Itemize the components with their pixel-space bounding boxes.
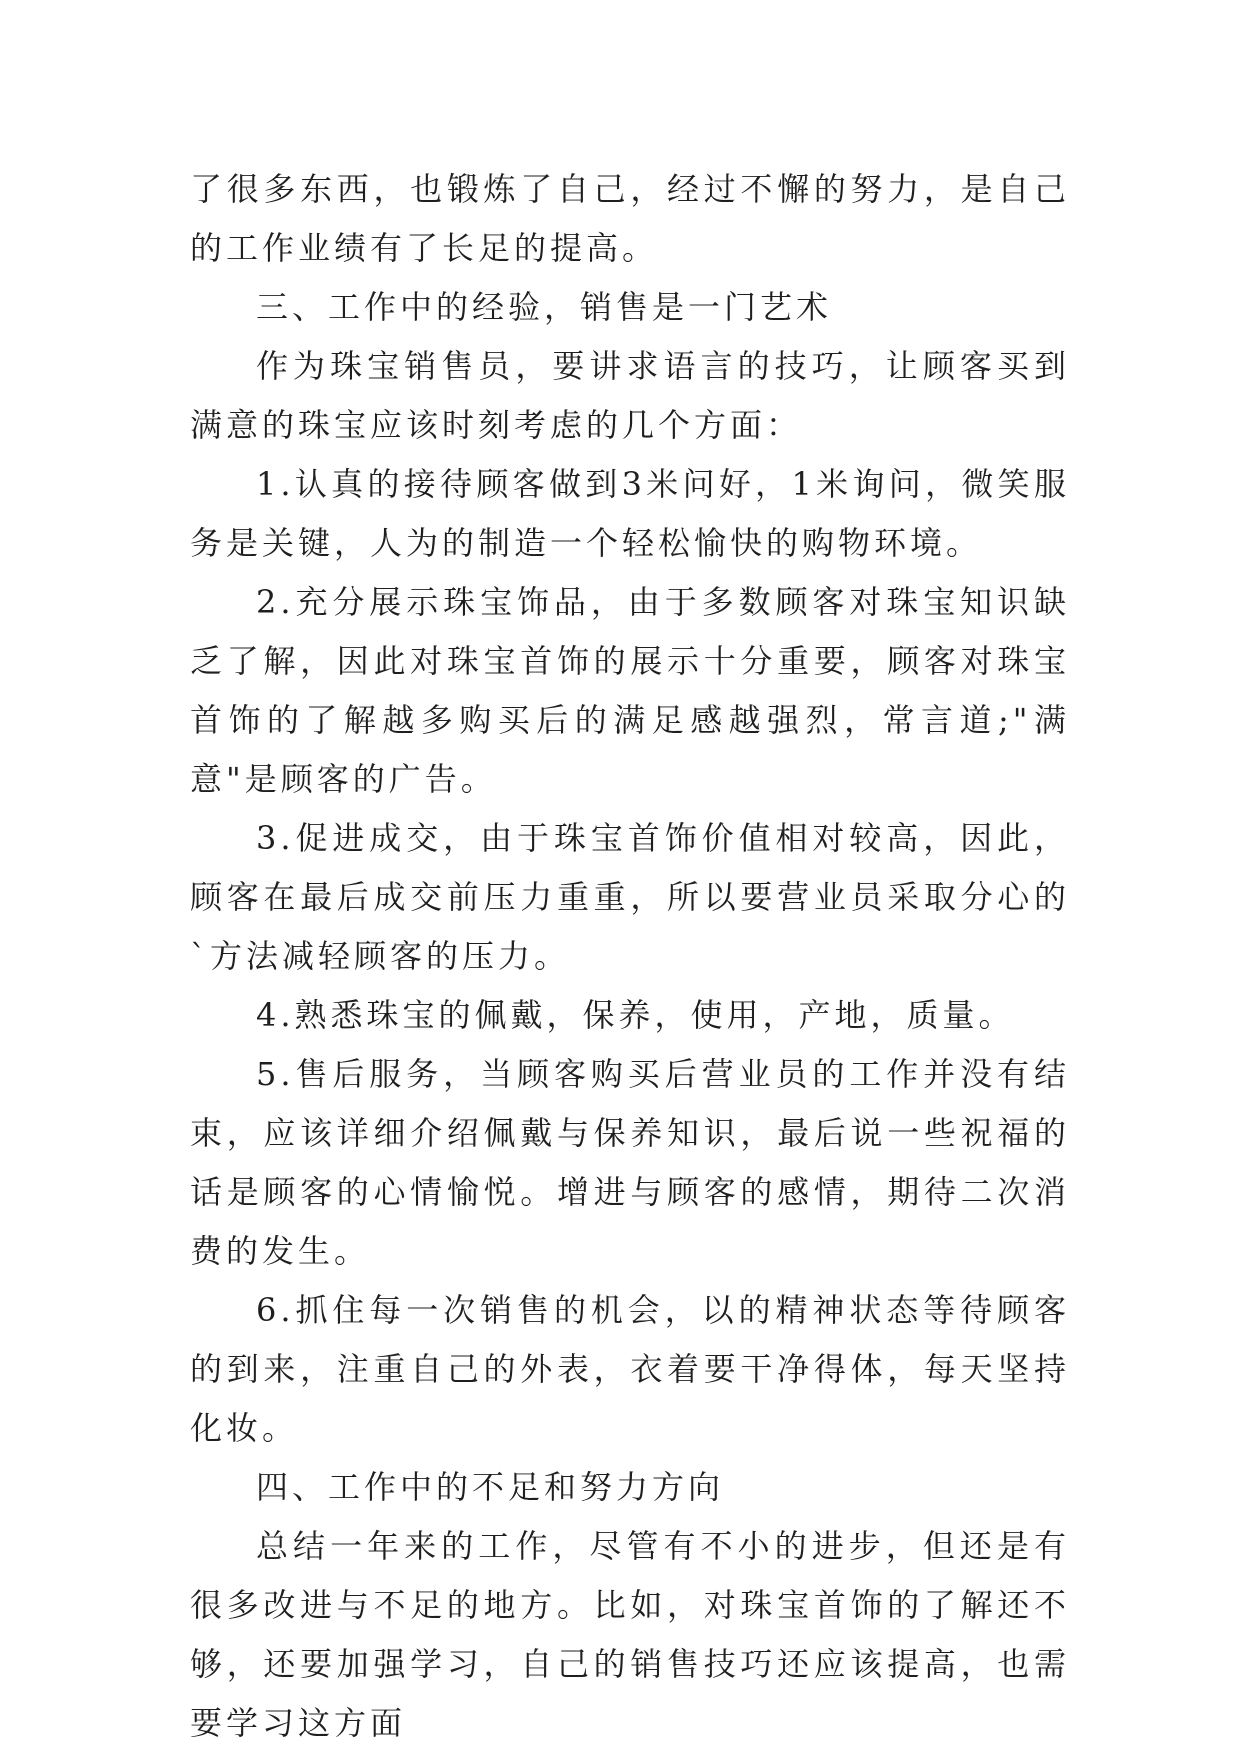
list-item-6: 6.抓住每一次销售的机会，以的精神状态等待顾客的到来，注重自己的外表，衣着要干净得体，每天坚持化妆。 — [190, 1291, 1070, 1447]
list-item-5: 5.售后服务，当顾客购买后营业员的工作并没有结束，应该详细介绍佩戴与保养知识，最后说一些祝福的话是顾客的心情愉悦。增进与顾客的感情，期待二次消费的发生。 — [190, 1055, 1070, 1270]
list-item-3: 3.促进成交，由于珠宝首饰价值相对较高，因此，顾客在最后成交前压力重重，所以要营业员采取分心的`方法减轻顾客的压力。 — [190, 819, 1070, 975]
list-item-1: 1.认真的接待顾客做到3米问好，1米询问，微笑服务是关键，人为的制造一个轻松愉快的购物环境。 — [190, 465, 1070, 562]
paragraph-continuation: 了很多东西，也锻炼了自己，经过不懈的努力，是自己的工作业绩有了长足的提高。 — [190, 170, 1070, 267]
paragraph-summary: 总结一年来的工作，尽管有不小的进步，但还是有很多改进与不足的地方。比如，对珠宝首饰的了解还不够，还要加强学习，自己的销售技巧还应该提高，也需要学习这方面 — [190, 1527, 1070, 1742]
paragraph-intro: 作为珠宝销售员，要讲求语言的技巧，让顾客买到满意的珠宝应该时刻考虑的几个方面： — [190, 347, 1070, 444]
document-body — [190, 160, 1070, 1753]
list-item-2: 2.充分展示珠宝饰品，由于多数顾客对珠宝知识缺乏了解，因此对珠宝首饰的展示十分重要，顾客对珠宝首饰的了解越多购买后的满足感越强烈，常言道;"满意"是顾客的广告。 — [190, 583, 1070, 798]
section-heading-experience: 三、工作中的经验，销售是一门艺术 — [256, 288, 833, 326]
section-heading-shortcomings: 四、工作中的不足和努力方向 — [256, 1468, 725, 1506]
list-item-4: 4.熟悉珠宝的佩戴，保养，使用，产地，质量。 — [256, 996, 1015, 1034]
